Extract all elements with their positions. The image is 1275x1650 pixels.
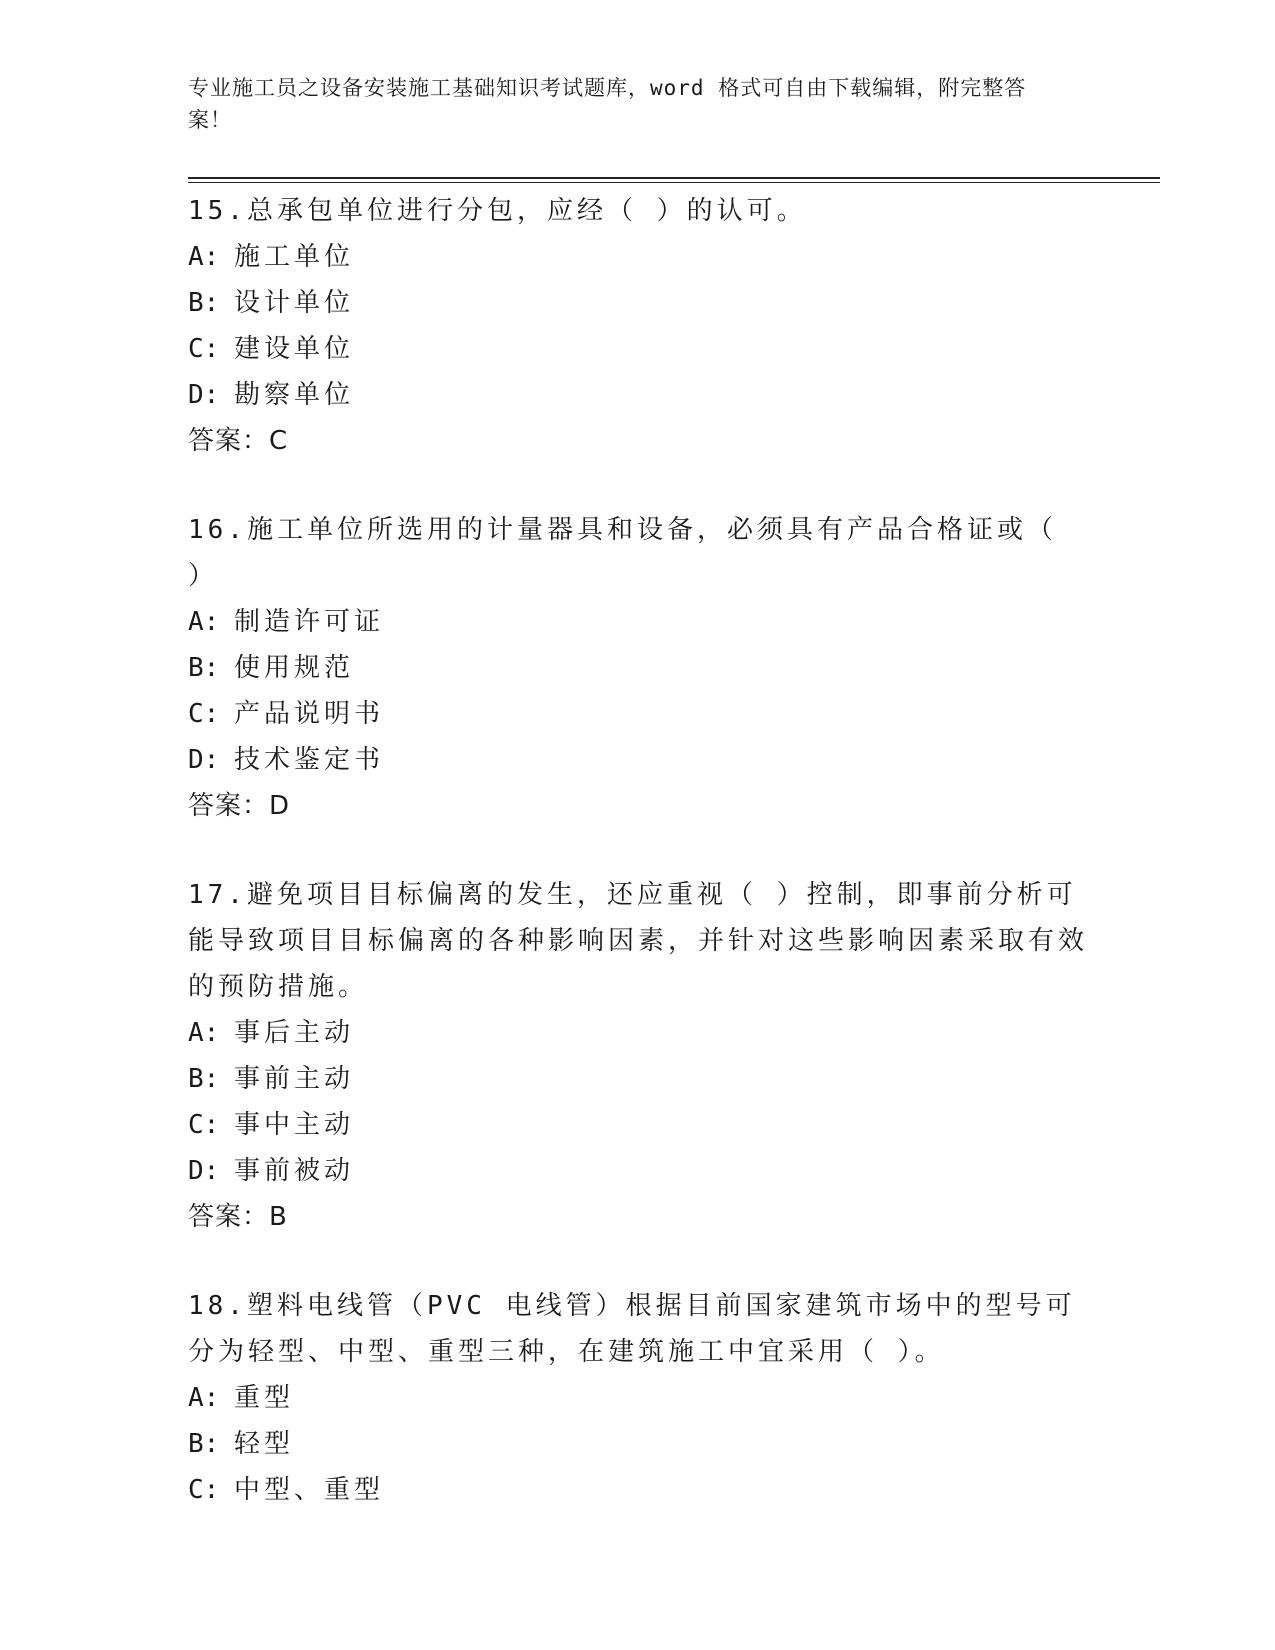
option-key: C: <box>188 1475 220 1505</box>
option-c <box>188 326 1088 372</box>
option-b <box>188 1421 1088 1467</box>
option-text: 事中主动 <box>234 1110 355 1140</box>
option-a <box>188 1375 1088 1421</box>
question-17 <box>188 872 1088 1240</box>
option-a <box>188 1010 1088 1056</box>
option-text: 勘察单位 <box>234 380 355 410</box>
option-a <box>188 599 1088 645</box>
option-text: 设计单位 <box>234 288 355 318</box>
option-d <box>188 1148 1088 1194</box>
option-key: A: <box>188 1383 220 1413</box>
option-key: A: <box>188 1018 220 1048</box>
option-key: C: <box>188 1110 220 1140</box>
option-key: B: <box>188 1429 220 1459</box>
option-text: 产品说明书 <box>234 699 385 729</box>
header-divider-thin <box>188 182 1160 183</box>
question-18 <box>188 1283 1088 1513</box>
question-text: 16.施工单位所选用的计量器具和设备，必须具有产品合格证或（ ） <box>188 515 1057 591</box>
question-text: 17.避免项目目标偏离的发生，还应重视（ ）控制，即事前分析可能导致项目目标偏离的各种影响因素，并针对这些影响因素采取有效的预防措施。 <box>188 880 1089 1002</box>
option-key: A: <box>188 607 220 637</box>
option-c <box>188 691 1088 737</box>
header-divider-thick <box>188 177 1160 179</box>
option-b <box>188 1056 1088 1102</box>
answer-line: 答案：C <box>188 426 289 456</box>
question-text: 15.总承包单位进行分包，应经（ ）的认可。 <box>188 196 807 226</box>
option-d <box>188 737 1088 783</box>
option-b <box>188 280 1088 326</box>
option-c <box>188 1102 1088 1148</box>
option-text: 技术鉴定书 <box>234 745 385 775</box>
option-text: 轻型 <box>234 1429 295 1459</box>
option-text: 事前主动 <box>234 1064 355 1094</box>
answer-line: 答案：B <box>188 1202 288 1232</box>
answer-line: 答案：D <box>188 791 291 821</box>
option-key: B: <box>188 1064 220 1094</box>
option-key: C: <box>188 334 220 364</box>
option-key: D: <box>188 1156 220 1186</box>
option-key: B: <box>188 653 220 683</box>
option-text: 使用规范 <box>234 653 355 683</box>
question-list <box>188 188 1088 1556</box>
option-text: 事后主动 <box>234 1018 355 1048</box>
option-text: 事前被动 <box>234 1156 355 1186</box>
option-b <box>188 645 1088 691</box>
option-text: 重型 <box>234 1383 295 1413</box>
option-key: B: <box>188 288 220 318</box>
option-d <box>188 372 1088 418</box>
question-15 <box>188 188 1088 464</box>
option-key: A: <box>188 242 220 272</box>
option-text: 建设单位 <box>234 334 355 364</box>
option-text: 中型、重型 <box>234 1475 385 1505</box>
question-16 <box>188 507 1088 829</box>
option-c <box>188 1467 1088 1513</box>
option-text: 制造许可证 <box>234 607 385 637</box>
option-key: D: <box>188 380 220 410</box>
option-key: D: <box>188 745 220 775</box>
option-key: C: <box>188 699 220 729</box>
question-text: 18.塑料电线管（PVC 电线管）根据目前国家建筑市场中的型号可分为轻型、中型、重型三种，在建筑施工中宜采用（ ）。 <box>188 1291 1076 1367</box>
option-text: 施工单位 <box>234 242 355 272</box>
document-header: 专业施工员之设备安装施工基础知识考试题库，word 格式可自由下载编辑，附完整答案！ <box>188 76 1027 132</box>
option-a <box>188 234 1088 280</box>
